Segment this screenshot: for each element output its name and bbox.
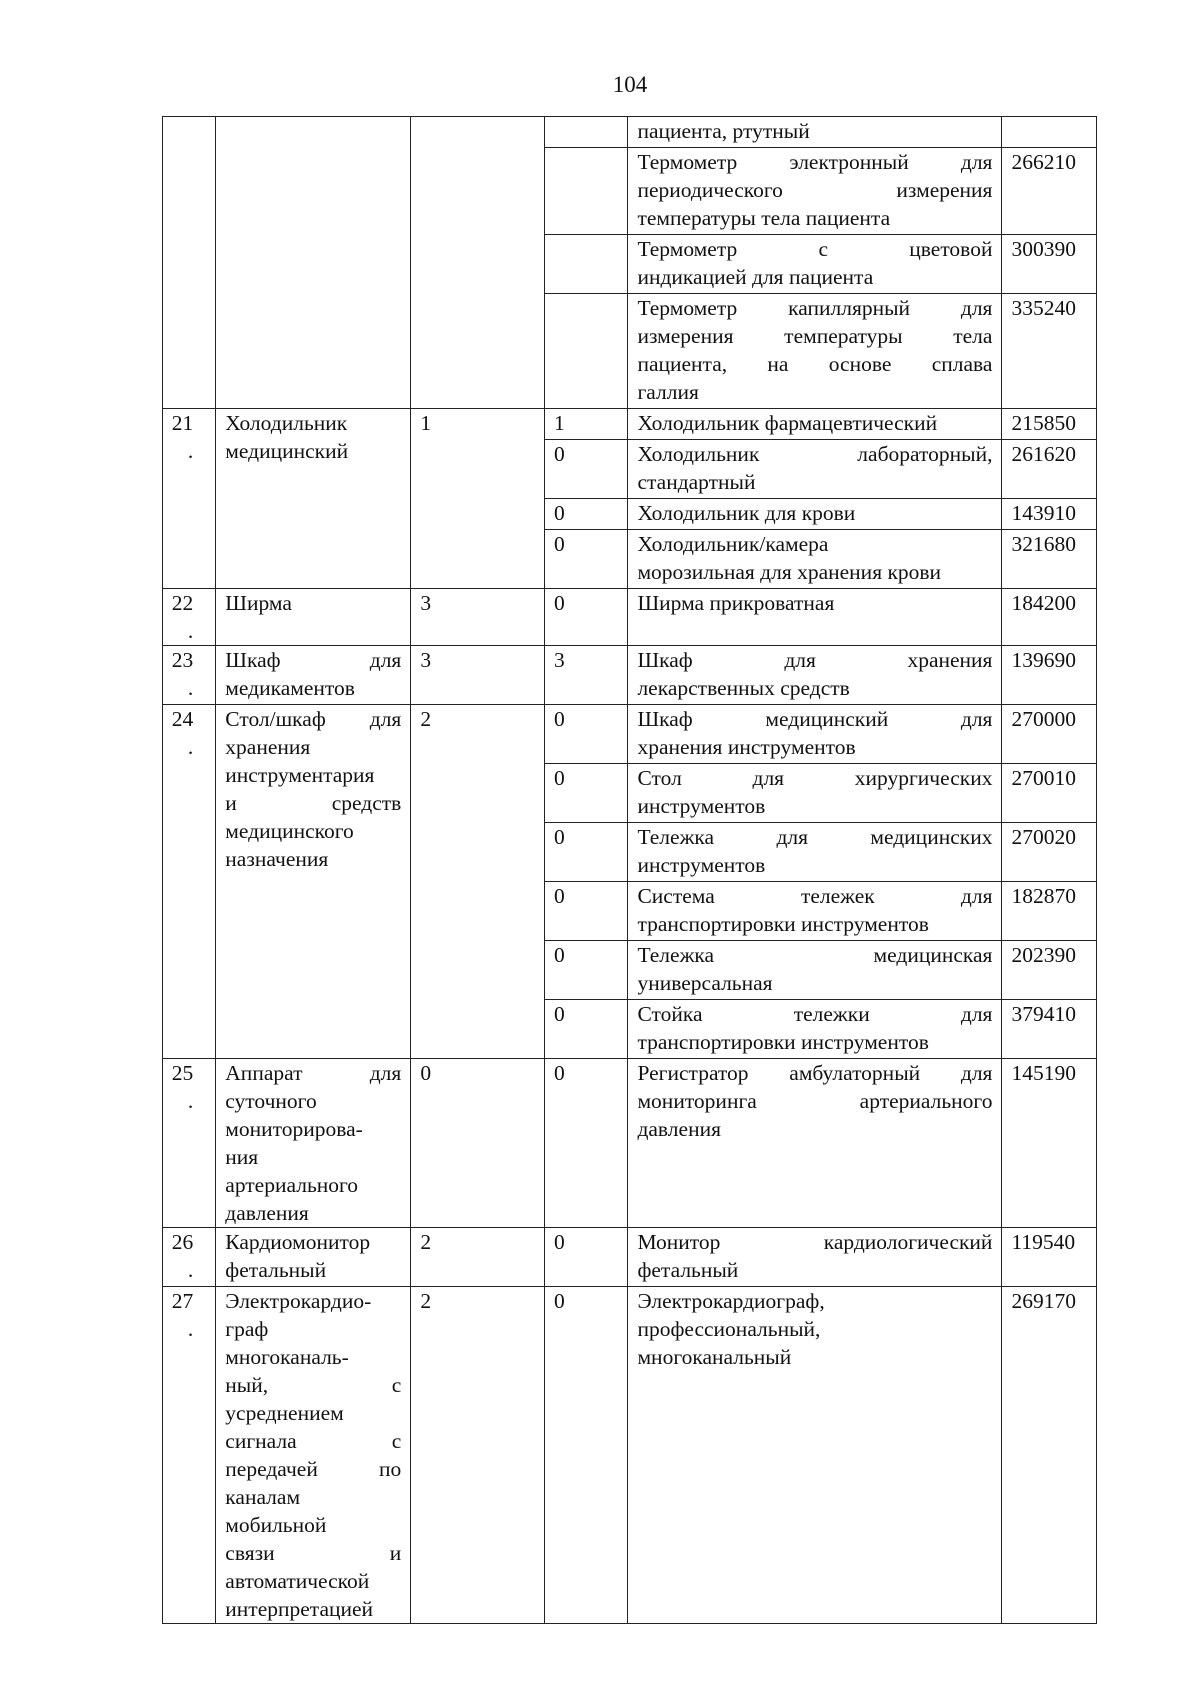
equipment-name (216, 409, 411, 589)
table-row (163, 589, 1097, 646)
cell-text-line: интерпретацией (225, 1597, 374, 1621)
cell-text-line: Аппарат для (225, 1061, 402, 1085)
cell-text-line: Стол/шкаф для (225, 707, 402, 731)
equipment-table (162, 116, 1097, 1624)
available-qty (545, 294, 628, 409)
cell-text-line: измерения температуры тела (637, 324, 993, 348)
required-count: 1 (411, 409, 545, 589)
cell-text-line: давления (225, 1201, 309, 1225)
available-qty: 0 (545, 530, 628, 589)
cell-text-line: инструментов (637, 794, 766, 818)
cell-text-line: назначения (225, 847, 329, 871)
item-code: 270020 (1002, 823, 1097, 882)
equipment-name (216, 646, 411, 705)
item-code: 266210 (1002, 148, 1097, 235)
item-code: 300390 (1002, 235, 1097, 294)
cell-text-line: Ширма прикроватная (637, 591, 835, 615)
item-description (628, 882, 1002, 941)
available-qty: 3 (545, 646, 628, 705)
cell-text-line: пациента, на основе сплава (637, 352, 993, 376)
cell-text-line: мониторинга артериального (637, 1089, 993, 1113)
item-code: 202390 (1002, 941, 1097, 1000)
row-number: 24. (163, 705, 216, 1059)
available-qty: 1 (545, 409, 628, 440)
item-code: 145190 (1002, 1059, 1097, 1228)
cell-text-line: каналам (225, 1485, 301, 1509)
cell-text-line: профессиональный, (637, 1317, 821, 1341)
item-description (628, 294, 1002, 409)
item-description (628, 235, 1002, 294)
required-count: 0 (411, 1059, 545, 1228)
cell-text-line: лекарственных средств (637, 676, 850, 700)
available-qty: 0 (545, 589, 628, 646)
cell-text-line: Холодильник для крови (637, 501, 856, 525)
item-code: 143910 (1002, 499, 1097, 530)
available-qty (545, 235, 628, 294)
cell-text-line: транспортировки инструментов (637, 1030, 929, 1054)
item-description (628, 1000, 1002, 1059)
required-count (411, 117, 545, 409)
cell-text-line: морозильная для хранения крови (637, 560, 942, 584)
cell-text-line: Холодильник (225, 411, 348, 435)
item-description (628, 440, 1002, 499)
item-description (628, 409, 1002, 440)
cell-text-line: периодического измерения (637, 178, 993, 202)
cell-text-line: давления (637, 1117, 721, 1141)
cell-text-line: хранения (225, 735, 311, 759)
cell-text-line: медикаментов (225, 676, 355, 700)
cell-text-line: мобильной (225, 1513, 327, 1537)
table-row (163, 409, 1097, 440)
item-code: 335240 (1002, 294, 1097, 409)
row-number: 27. (163, 1287, 216, 1624)
equipment-name (216, 117, 411, 409)
item-description (628, 530, 1002, 589)
cell-text-line: Термометр электронный для (637, 150, 993, 174)
cell-text-line: Термометр капиллярный для (637, 296, 993, 320)
cell-text-line: и средств (225, 791, 402, 815)
cell-text-line: Холодильник/камера (637, 532, 829, 556)
table-row (163, 1228, 1097, 1287)
cell-text-line: Кардиомонитор (225, 1230, 371, 1254)
item-code: 261620 (1002, 440, 1097, 499)
cell-text-line: индикацией для пациента (637, 265, 874, 289)
cell-text-line: артериального (225, 1173, 359, 1197)
cell-text-line: температуры тела пациента (637, 206, 891, 230)
item-description (628, 1287, 1002, 1624)
cell-text-line: ния (225, 1145, 259, 1169)
table-row (163, 646, 1097, 705)
equipment-name (216, 589, 411, 646)
item-description (628, 1059, 1002, 1228)
item-description (628, 589, 1002, 646)
row-number: 25. (163, 1059, 216, 1228)
cell-text-line: транспортировки инструментов (637, 912, 929, 936)
cell-text-line: Шкаф медицинский для (637, 707, 993, 731)
item-code: 215850 (1002, 409, 1097, 440)
cell-text-line: Стол для хирургических (637, 766, 993, 790)
item-description (628, 764, 1002, 823)
item-description (628, 148, 1002, 235)
cell-text-line: Тележка медицинская (637, 943, 993, 967)
available-qty (545, 117, 628, 148)
cell-text-line: многоканальный (637, 1345, 792, 1369)
cell-text-line: Термометр с цветовой (637, 237, 993, 261)
item-description (628, 646, 1002, 705)
table-row (163, 117, 1097, 148)
cell-text-line: ный, с (225, 1373, 402, 1397)
cell-text-line: Тележка для медицинских (637, 825, 993, 849)
cell-text-line: пациента, ртутный (637, 119, 810, 143)
equipment-name (216, 1287, 411, 1624)
cell-text-line: медицинский (225, 439, 349, 463)
cell-text-line: медицинского (225, 819, 354, 843)
equipment-name (216, 705, 411, 1059)
required-count: 3 (411, 646, 545, 705)
cell-text-line: галлия (637, 380, 699, 404)
item-code: 184200 (1002, 589, 1097, 646)
cell-text-line: мониторирова- (225, 1117, 363, 1141)
row-number: 26. (163, 1228, 216, 1287)
cell-text-line: Стойка тележки для (637, 1002, 993, 1026)
item-description (628, 941, 1002, 1000)
cell-text-line: связи и (225, 1541, 402, 1565)
available-qty: 0 (545, 823, 628, 882)
item-code: 379410 (1002, 1000, 1097, 1059)
required-count: 3 (411, 589, 545, 646)
available-qty (545, 148, 628, 235)
cell-text-line: Шкаф для (225, 648, 402, 672)
cell-text-line: многоканаль- (225, 1345, 349, 1369)
cell-text-line: хранения инструментов (637, 735, 856, 759)
cell-text-line: Ширма (225, 591, 292, 615)
cell-text-line: фетальный (637, 1258, 739, 1282)
cell-text-line: сигнала с (225, 1429, 402, 1453)
cell-text-line: усреднением (225, 1401, 344, 1425)
cell-text-line: Шкаф для хранения (637, 648, 993, 672)
required-count: 2 (411, 705, 545, 1059)
available-qty: 0 (545, 1287, 628, 1624)
available-qty: 0 (545, 499, 628, 530)
cell-text-line: Холодильник фармацевтический (637, 411, 938, 435)
cell-text-line: инструментов (637, 853, 766, 877)
item-description (628, 705, 1002, 764)
cell-text-line: граф (225, 1317, 269, 1341)
available-qty: 0 (545, 705, 628, 764)
item-code: 270000 (1002, 705, 1097, 764)
row-number: 22. (163, 589, 216, 646)
available-qty: 0 (545, 1059, 628, 1228)
required-count: 2 (411, 1287, 545, 1624)
available-qty: 0 (545, 941, 628, 1000)
item-code: 139690 (1002, 646, 1097, 705)
item-code: 269170 (1002, 1287, 1097, 1624)
item-description (628, 823, 1002, 882)
page-number: 104 (612, 72, 648, 97)
cell-text-line: автоматической (225, 1569, 370, 1593)
required-count: 2 (411, 1228, 545, 1287)
cell-text-line: Электрокардиограф, (637, 1289, 825, 1313)
row-number: 23. (163, 646, 216, 705)
cell-text-line: Холодильник лабораторный, (637, 442, 993, 466)
item-description (628, 117, 1002, 148)
row-number (163, 117, 216, 409)
cell-text-line: Система тележек для (637, 884, 993, 908)
available-qty: 0 (545, 764, 628, 823)
equipment-name (216, 1059, 411, 1228)
table-row (163, 705, 1097, 764)
cell-text-line: суточного (225, 1089, 317, 1113)
cell-text-line: передачей по (225, 1457, 402, 1481)
available-qty: 0 (545, 1000, 628, 1059)
table-row (163, 1287, 1097, 1624)
available-qty: 0 (545, 440, 628, 499)
item-description (628, 1228, 1002, 1287)
item-description (628, 499, 1002, 530)
cell-text-line: Регистратор амбулаторный для (637, 1061, 993, 1085)
equipment-name (216, 1228, 411, 1287)
row-number: 21. (163, 409, 216, 589)
item-code: 270010 (1002, 764, 1097, 823)
item-code: 182870 (1002, 882, 1097, 941)
item-code (1002, 117, 1097, 148)
cell-text-line: фетальный (225, 1258, 327, 1282)
cell-text-line: инструментария (225, 763, 375, 787)
item-code: 119540 (1002, 1228, 1097, 1287)
table-row (163, 1059, 1097, 1228)
cell-text-line: универсальная (637, 971, 773, 995)
item-code: 321680 (1002, 530, 1097, 589)
available-qty: 0 (545, 882, 628, 941)
available-qty: 0 (545, 1228, 628, 1287)
cell-text-line: стандартный (637, 470, 756, 494)
cell-text-line: Электрокардио- (225, 1289, 372, 1313)
cell-text-line: Монитор кардиологический (637, 1230, 993, 1254)
